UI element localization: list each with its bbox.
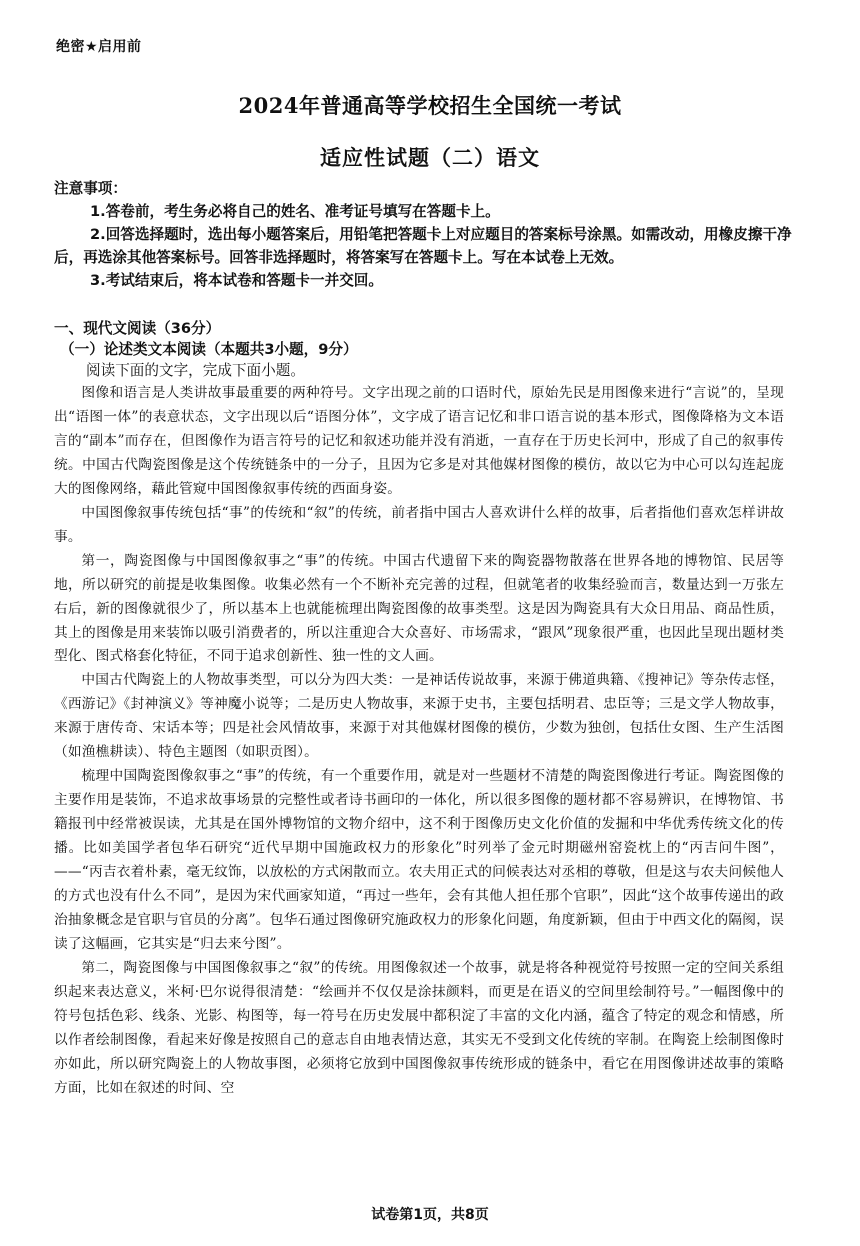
section-header <box>54 318 814 381</box>
passage-paragraph: 中国图像叙事传统包括“事”的传统和“叙”的传统，前者指中国古人喜欢讲什么样的故事，后者指他们喜欢怎样讲故事。 <box>54 504 784 545</box>
passage-paragraph: 梳理中国陶瓷图像叙事之“事”的传统，有一个重要作用，就是对一些题材不清楚的陶瓷图像进行考证。陶瓷图像的主要作用是装饰，不追求故事场景的完整性或者诗书画印的一体化，所以很多图像的题材都不容易辨识，在博物馆、书籍报刊中经常被误读，尤其是在国外博物馆的文物介绍中，这不利于图像历史文化价值的发掘和中华优秀传统文化的传播。比如美国学者包华石研究“近代早期中国施政权力的形象化”时列举了金元时期磁州窑瓷枕上的“丙吉问牛图”，——“丙吉衣着朴素，毫无纹饰，以放松的方式闲散而立。农夫用正式的问候表达对丞相的尊敬，但是这与农夫问候他人的方式也没有什么不同”，是因为宋代画家知道，“再过一些年，会有其他人担任那个官职”，因此“这个故事传递出的政治抽象概念是官职与官员的分离”。包华石通过图像研究施政权力的形象化问题，角度新颖，但由于中西文化的隔阂，误读了这幅画，它其实是“归去来兮图”。 <box>54 768 784 952</box>
notice-item: 1.答卷前，考生务必将自己的姓名、准考证号填写在答题卡上。 <box>90 203 500 220</box>
notice-item: 3.考试结束后，将本试卷和答题卡一并交回。 <box>90 272 383 289</box>
exam-subtitle: 适应性试题（二）语文 <box>320 145 540 170</box>
secret-mark: 绝密★启用前 <box>56 39 142 55</box>
reading-instruction: 阅读下面的文字，完成下面小题。 <box>86 362 305 379</box>
passage-paragraph: 中国古代陶瓷上的人物故事类型，可以分为四大类：一是神话传说故事，来源于佛道典籍、《搜神记》等杂传志怪，《西游记》《封神演义》等神魔小说等；二是历史人物故事，来源于史书，主要包括明君、忠臣等；三是文学人物故事，来源于唐传奇、宋话本等；四是社会风情故事，来源于对其他媒材图像的模仿，少数为独创，包括仕女图、生产生活图（如渔樵耕读）、特色主题图（如职贡图）。 <box>54 672 784 761</box>
notice-item: 2.回答选择题时，选出每小题答案后，用铅笔把答题卡上对应题目的答案标号涂黑。如需改动，用橡皮擦干净后，再选涂其他答案标号。回答非选择题时，将答案写在答题卡上。写在本试卷上无效。 <box>54 226 792 266</box>
exam-title: 2024年普通高等学校招生全国统一考试 <box>238 93 622 118</box>
notice-heading: 注意事项： <box>54 180 127 197</box>
page-number: 试卷第1页，共8页 <box>371 1207 489 1223</box>
section-title: 一、现代文阅读（36分） <box>54 320 221 337</box>
reading-passage <box>54 382 784 1101</box>
section-subtitle: （一）论述类文本阅读（本题共3小题，9分） <box>60 341 358 358</box>
passage-paragraph: 图像和语言是人类讲故事最重要的两种符号。文字出现之前的口语时代，原始先民是用图像来进行“言说”的，呈现出“语图一体”的表意状态，文字出现以后“语图分体”，文字成了语言记忆和非口语言说的基本形式，图像降格为文本语言的“副本”而存在，但图像作为语言符号的记忆和叙述功能并没有消逝，一直存在于历史长河中，形成了自己的叙事传统。中国古代陶瓷图像是这个传统链条中的一分子，且因为它多是对其他媒材图像的模仿，故以它为中心可以勾连起庞大的图像网络，藉此管窥中国图像叙事传统的西面身姿。 <box>54 385 784 497</box>
passage-paragraph: 第一，陶瓷图像与中国图像叙事之“事”的传统。中国古代遗留下来的陶瓷器物散落在世界各地的博物馆、民居等地，所以研究的前提是收集图像。收集必然有一个不断补充完善的过程，但就笔者的收集经验而言，数量达到一万张左右后，新的图像就很少了，所以基本上也就能梳理出陶瓷图像的故事类型。这是因为陶瓷具有大众日用品、商品性质，其上的图像是用来装饰以吸引消费者的，所以注重迎合大众喜好、市场需求，“跟风”现象很严重，也因此呈现出题材类型化、图式格套化特征，不同于追求创新性、独一性的文人画。 <box>54 552 784 665</box>
passage-paragraph: 第二，陶瓷图像与中国图像叙事之“叙”的传统。用图像叙述一个故事，就是将各种视觉符号按照一定的空间关系组织起来表达意义，米柯·巴尔说得很清楚：“绘画并不仅仅是涂抹颜料，而更是在语义的空间里绘制符号。”一幅图像中的符号包括色彩、线条、光影、构图等，每一符号在历史发展中都积淀了丰富的文化内涵，蕴含了特定的观念和情感，所以作者绘制图像，看起来好像是按照自己的意志自由地表情达意，其实无不受到文化传统的宰制。在陶瓷上绘制图像时亦如此，所以研究陶瓷上的人物故事图，必须将它放到中国图像叙事传统形成的链条中，看它在用图像讲述故事的策略方面，比如在叙述的时间、空 <box>54 959 784 1096</box>
notice-block <box>54 177 814 292</box>
